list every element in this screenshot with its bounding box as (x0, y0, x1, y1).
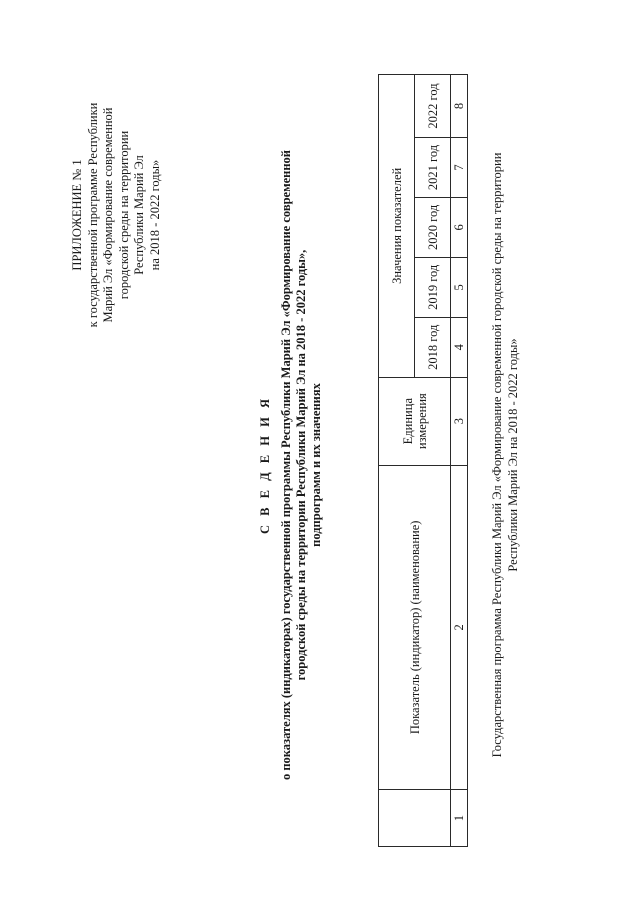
heading-line: подпрограмм и их значениях (309, 383, 323, 547)
heading-line: о показателях (индикаторах) государственной программы Республики Марий Эл «Формирование современной (279, 149, 293, 781)
heading-line: городской среды на территории Республики Марий Эл на 2018 - 2022 годы», (294, 249, 308, 681)
table-cell: 1 (451, 790, 468, 847)
table-cell: 8 (451, 75, 468, 138)
indicators-table (378, 74, 468, 847)
table-header-unit: Единица измерения (379, 377, 451, 465)
caption-line: Республики Марий Эл на 2018 - 2022 годы» (505, 338, 520, 572)
appendix-line: городской среды на территории (116, 130, 131, 300)
table-header-row (379, 75, 415, 847)
appendix-stamp (70, 100, 163, 330)
program-caption (490, 45, 521, 865)
table-header-cell (379, 790, 451, 847)
table-header-year: 2018 год (415, 317, 451, 377)
table-header-year: 2020 год (415, 197, 451, 257)
table-header-values: Значения показателей (379, 75, 415, 378)
appendix-line: Марий Эл «Формирование современной (101, 107, 115, 323)
appendix-line: на 2018 - 2022 годы» (147, 159, 162, 271)
table-cell: 5 (451, 257, 468, 317)
table-cell: 4 (451, 317, 468, 377)
document-heading (258, 65, 324, 865)
table-cell: 3 (451, 377, 468, 465)
table-header-year: 2019 год (415, 257, 451, 317)
appendix-line: Республики Марий Эл (132, 155, 146, 275)
table-cell: 7 (451, 138, 468, 198)
appendix-line: ПРИЛОЖЕНИЕ № 1 (70, 159, 84, 271)
caption-line: Государственная программа Республики Марий Эл «Формирование современной городской среды на территории (490, 152, 504, 758)
table-header-indicator: Показатель (индикатор) (наименование) (379, 465, 451, 789)
table-header-year: 2022 год (415, 75, 451, 138)
document-title: С В Е Д Е Н И Я (258, 396, 272, 534)
table-row (451, 75, 468, 847)
table-header-year: 2021 год (415, 138, 451, 198)
table-cell: 2 (451, 465, 468, 789)
appendix-line: к государственной программе Республики (85, 102, 100, 328)
table-cell: 6 (451, 197, 468, 257)
